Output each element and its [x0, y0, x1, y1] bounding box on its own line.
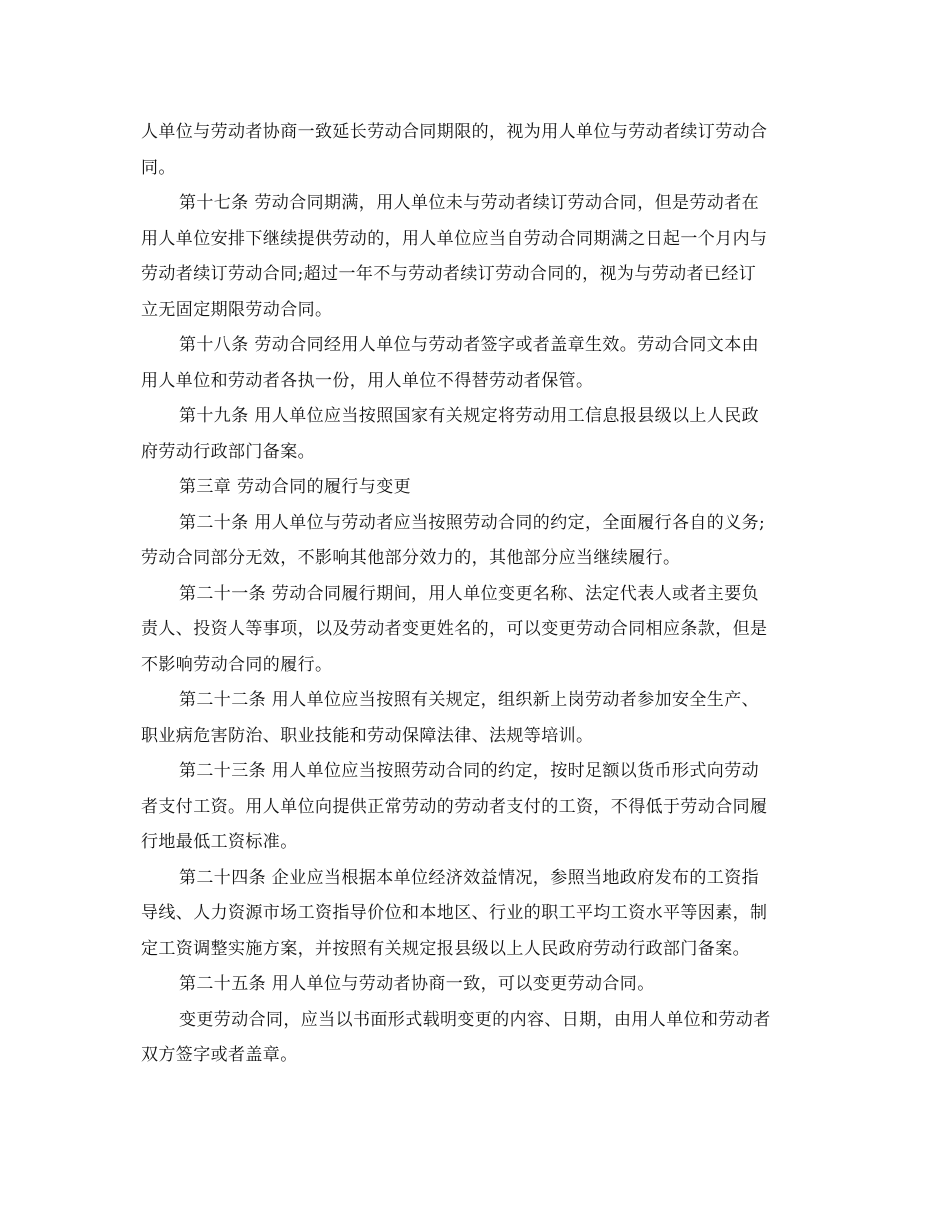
text-line: 职业病危害防治、职业技能和劳动保障法律、法规等培训。: [141, 725, 594, 746]
text-line: 府劳动行政部门备案。: [141, 441, 315, 462]
text-line: 双方签字或者盖章。: [141, 1045, 298, 1065]
text-line: 第十七条 劳动合同期满，用人单位未与劳动者续订劳动合同，但是劳动者在: [179, 193, 760, 213]
text-line: 劳动者续订劳动合同;超过一年不与劳动者续订劳动合同的，视为与劳动者已经订: [141, 264, 757, 284]
text-line: 导线、人力资源市场工资指导价位和本地区、行业的职工平均工资水平等因素，制: [141, 903, 768, 923]
text-line: 不影响劳动合同的履行。: [141, 654, 333, 675]
text-line: 第二十一条 劳动合同履行期间，用人单位变更名称、法定代表人或者主要负: [179, 583, 760, 604]
text-line: 用人单位安排下继续提供劳动的，用人单位应当自劳动合同期满之日起一个月内与: [141, 228, 768, 249]
text-line: 行地最低工资标准。: [141, 832, 298, 852]
text-line: 第二十三条 用人单位应当按照劳动合同的约定，按时足额以货币形式向劳动: [179, 761, 760, 781]
text-line: 第二十四条 企业应当根据本单位经济效益情况，参照当地政府发布的工资指: [179, 867, 760, 888]
text-line: 第三章 劳动合同的履行与变更: [179, 477, 412, 497]
document-body: [141, 115, 821, 1074]
text-line: 劳动合同部分无效，不影响其他部分效力的，其他部分应当继续履行。: [141, 548, 681, 568]
text-line: 同。: [141, 157, 176, 178]
text-line: 第二十二条 用人单位应当按照有关规定，组织新上岗劳动者参加安全生产、: [179, 690, 760, 710]
text-line: 第二十条 用人单位与劳动者应当按照劳动合同的约定，全面履行各自的义务;: [179, 512, 766, 533]
text-line: 变更劳动合同，应当以书面形式载明变更的内容、日期，由用人单位和劳动者: [179, 1009, 771, 1030]
text-line: 定工资调整实施方案，并按照有关规定报县级以上人民政府劳动行政部门备案。: [141, 938, 750, 959]
text-line: 人单位与劳动者协商一致延长劳动合同期限的，视为用人单位与劳动者续订劳动合: [141, 122, 768, 142]
text-line: 第十八条 劳动合同经用人单位与劳动者签字或者盖章生效。劳动合同文本由: [179, 335, 760, 355]
text-line: 第二十五条 用人单位与劳动者协商一致，可以变更劳动合同。: [179, 974, 655, 994]
text-line: 第十九条 用人单位应当按照国家有关规定将劳动用工信息报县级以上人民政: [179, 406, 760, 426]
text-line: 立无固定期限劳动合同。: [141, 299, 333, 320]
text-line: 用人单位和劳动者各执一份，用人单位不得替劳动者保管。: [141, 370, 594, 391]
text-line: 者支付工资。用人单位向提供正常劳动的劳动者支付的工资，不得低于劳动合同履: [141, 796, 768, 817]
text-line: 责人、投资人等事项，以及劳动者变更姓名的，可以变更劳动合同相应条款，但是: [141, 619, 768, 639]
